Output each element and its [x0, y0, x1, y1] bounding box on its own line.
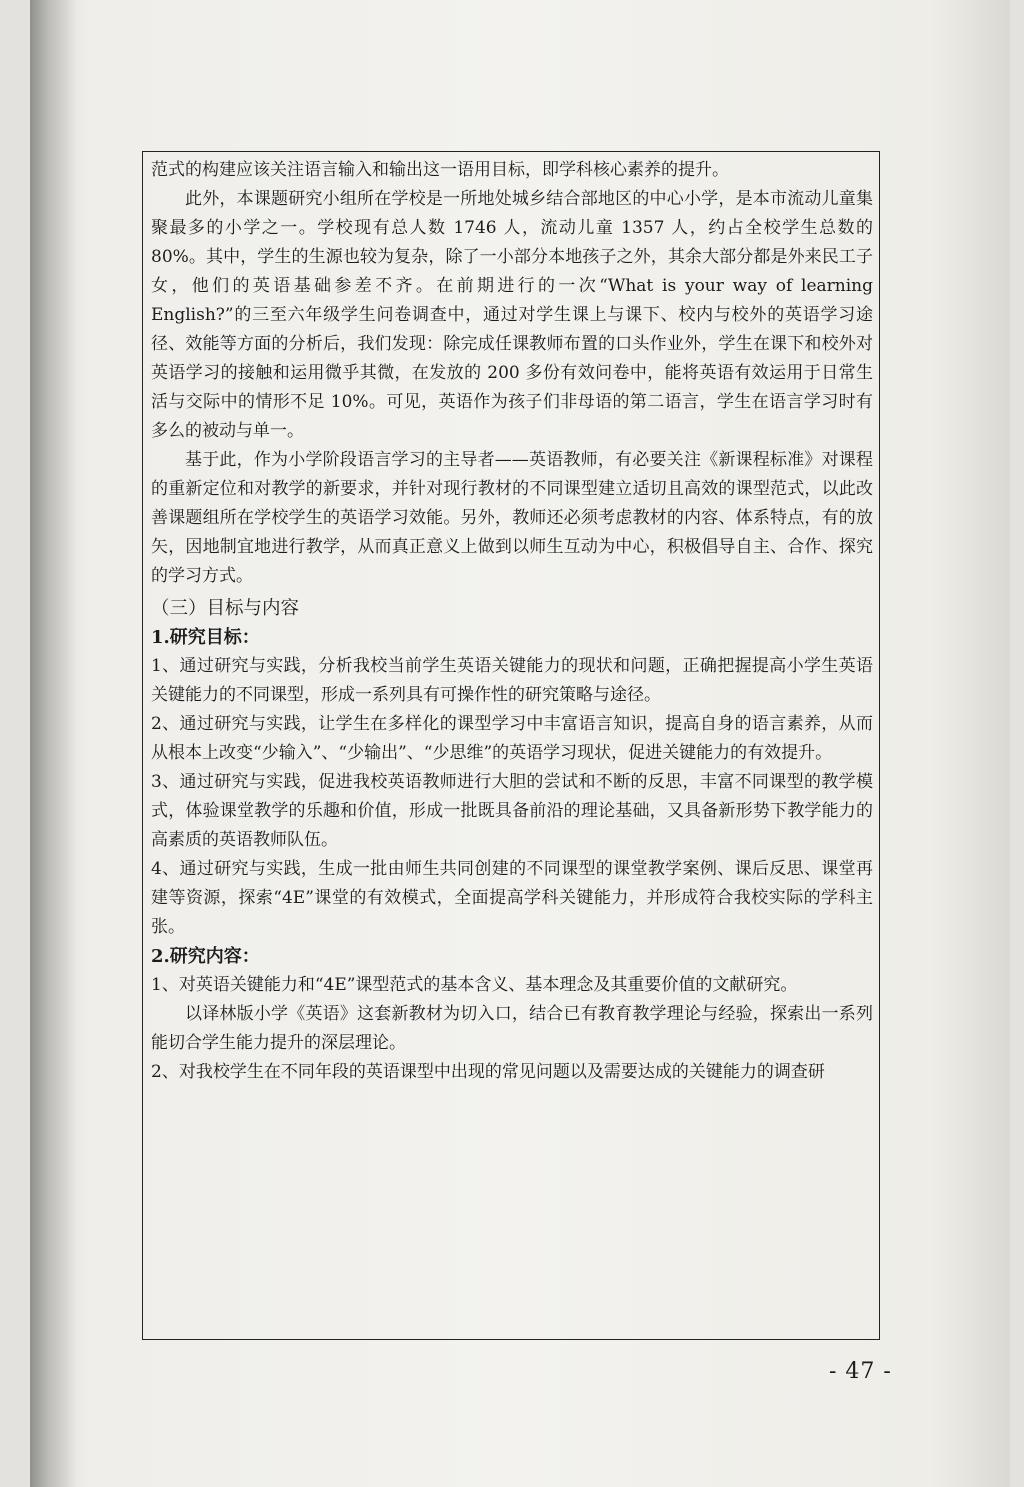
goal-item-4: 4、通过研究与实践，生成一批由师生共同创建的不同课型的课堂教学案例、课后反思、课堂再建等资源，探索“4E”课堂的有效模式，全面提高学科关键能力，并形成符合我校实际的学科主张。 — [151, 859, 873, 937]
page-number: - 47 - — [829, 1359, 892, 1384]
bordered-text-frame — [142, 151, 880, 1340]
paragraph-school-background: 此外，本课题研究小组所在学校是一所地处城乡结合部地区的中心小学，是本市流动儿童集聚最多的小学之一。学校现有总人数 1746 人，流动儿童 1357 人，约占全校学生总数的 80%。其中，学生的生源也较为复杂，除了一小部分本地孩子之外，其余大部分都是外来民工子女，他们的英语基础参差不齐。在前期进行的一次“What is your way of learning English?”的三至六年级学生问卷调查中，通过对学生课上与课下、校内与校外的英语学习途径、效能等方面的分析后，我们发现：除完成任课教师布置的口头作业外，学生在课下和校外对英语学习的接触和运用微乎其微，在发放的 200 多份有效问卷中，能将英语有效运用于日常生活与交际中的情形不足 10%。可见，英语作为孩子们非母语的第二语言，学生在语言学习时有多么的被动与单一。 — [151, 189, 873, 441]
goal-item-3: 3、通过研究与实践，促进我校英语教师进行大胆的尝试和不断的反思，丰富不同课型的教学模式，体验课堂教学的乐趣和价值，形成一批既具备前沿的理论基础，又具备新形势下教学能力的高素质的英语教师队伍。 — [151, 772, 873, 850]
frame-content — [151, 156, 873, 1087]
content-item-2: 2、对我校学生在不同年段的英语课型中出现的常见问题以及需要达成的关键能力的调查研 — [151, 1062, 825, 1082]
paragraph-continuation: 范式的构建应该关注语言输入和输出这一语用目标，即学科核心素养的提升。 — [151, 160, 729, 180]
content-item-1-detail: 以译林版小学《英语》这套新教材为切入口，结合已有教育教学理论与经验，探索出一系列能切合学生能力提升的深层理论。 — [151, 1004, 873, 1053]
section-heading-goals-content: （三）目标与内容 — [151, 598, 300, 619]
binding-shadow — [30, 0, 76, 1487]
paragraph-teacher-role: 基于此，作为小学阶段语言学习的主导者——英语教师，有必要关注《新课程标准》对课程的重新定位和对教学的新要求，并针对现行教材的不同课型建立适切且高效的课型范式，以此改善课题组所在学校学生的英语学习效能。另外，教师还必须考虑教材的内容、体系特点，有的放矢，因地制宜地进行教学，从而真正意义上做到以师生互动为中心，积极倡导自主、合作、探究的学习方式。 — [151, 450, 873, 586]
content-item-1: 1、对英语关键能力和“4E”课型范式的基本含义、基本理念及其重要价值的文献研究。 — [151, 975, 798, 995]
subheading-research-content: 2.研究内容： — [151, 946, 260, 967]
goal-item-1: 1、通过研究与实践，分析我校当前学生英语关键能力的现状和问题，正确把握提高小学生英语关键能力的不同课型，形成一系列具有可操作性的研究策略与途径。 — [151, 656, 873, 705]
subheading-research-goals: 1.研究目标： — [151, 627, 260, 648]
goal-item-2: 2、通过研究与实践，让学生在多样化的课型学习中丰富语言知识，提高自身的语言素养，从而从根本上改变“少输入”、“少输出”、“少思维”的英语学习现状，促进关键能力的有效提升。 — [151, 714, 873, 763]
